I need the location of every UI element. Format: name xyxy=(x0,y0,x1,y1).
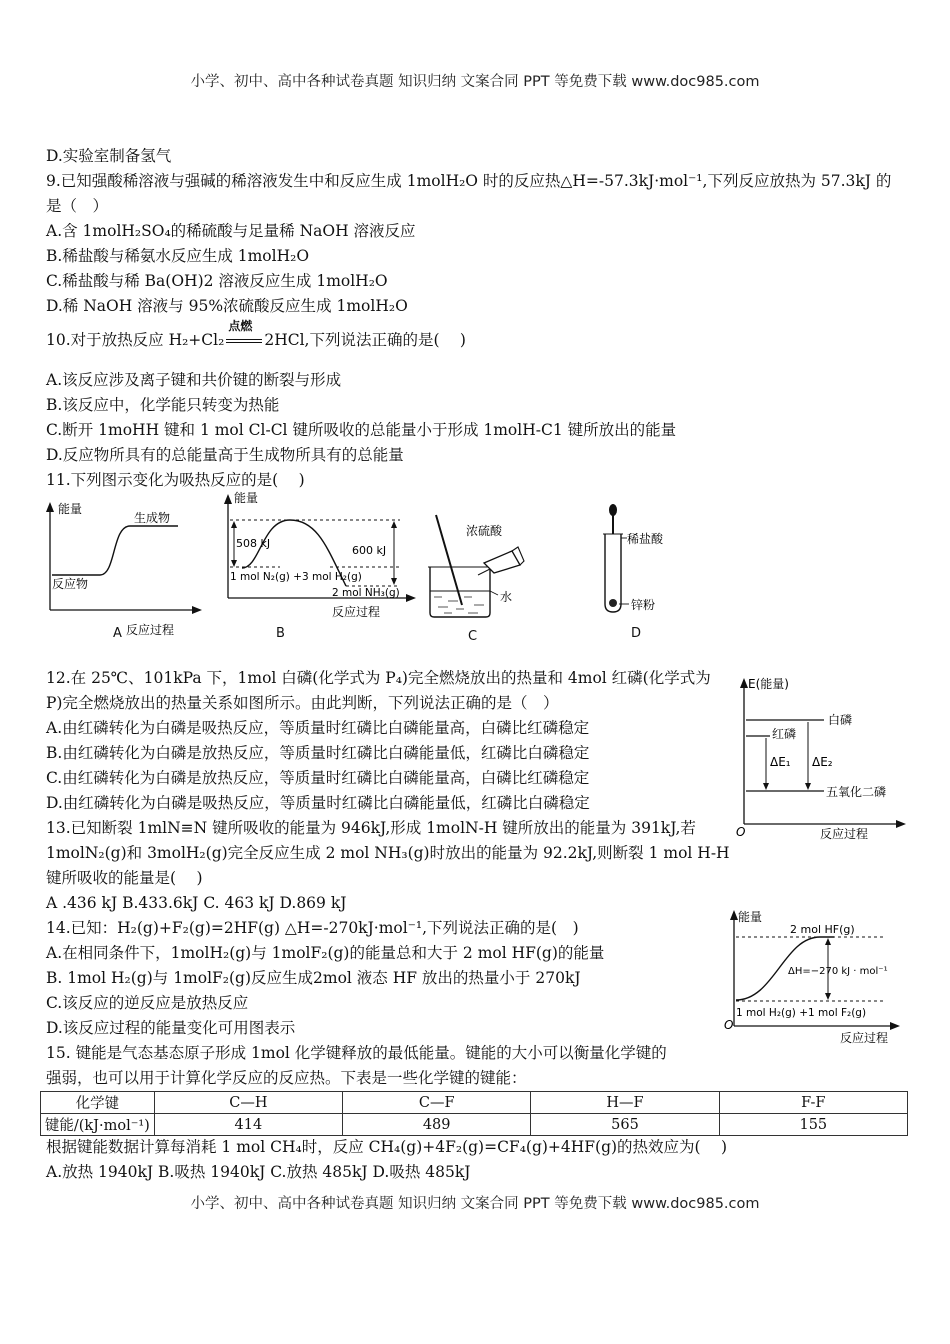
red-phosphorus-label: 红磷 xyxy=(772,727,797,741)
page-header: 小学、初中、高中各种试卷真题 知识归纳 文案合同 PPT 等免费下载 www.doc985.com xyxy=(190,74,760,90)
q14-fig-dh-label: ΔH=−270 kJ · mol⁻¹ xyxy=(788,966,888,977)
q12-fig-ylabel: E(能量) xyxy=(748,677,789,691)
q10-stem xyxy=(46,319,466,350)
q13-options: A .436 kJ B.433.6kJ C. 463 kJ D.869 kJ xyxy=(46,894,347,912)
fig-d-caption: D xyxy=(631,626,642,641)
page-footer: 小学、初中、高中各种试卷真题 知识归纳 文案合同 PPT 等免费下载 www.doc985.com xyxy=(190,1196,760,1212)
q14-fig-ylabel: 能量 xyxy=(738,910,763,924)
glass-rod xyxy=(436,515,462,605)
fig-a-caption: A xyxy=(113,626,122,641)
fig-a-product-label: 生成物 xyxy=(134,511,171,525)
figure-d xyxy=(595,500,695,644)
table-header-row xyxy=(41,1092,908,1114)
q12-option-a: A.由红磷转化为白磷是吸热反应，等质量时红磷比白磷能量高，白磷比红磷稳定 xyxy=(46,719,590,737)
table-row xyxy=(41,1114,908,1136)
q12-stem-line1: 12.在 25℃、101kPa 下，1mol 白磷(化学式为 P₄)完全燃烧放出的热量和 4mol 红磷(化学式为 xyxy=(46,669,711,687)
fig-b-total-label: 600 kJ xyxy=(352,544,387,557)
q12-fig-origin: O xyxy=(736,825,746,839)
table-cell: C—H xyxy=(154,1092,342,1114)
table-cell: C—F xyxy=(343,1092,531,1114)
figure-a xyxy=(38,498,208,652)
energy-curve xyxy=(52,526,178,575)
q15-options: A.放热 1940kJ B.吸热 1940kJ C.放热 485kJ D.吸热 485kJ xyxy=(46,1163,471,1181)
q11-stem: 11.下列图示变化为吸热反应的是( ) xyxy=(46,471,305,489)
q14-fig-bottom-label: 1 mol H₂(g) +1 mol F₂(g) xyxy=(736,1007,867,1019)
q14-stem: 14.已知：H₂(g)+F₂(g)=2HF(g) △H=-270kJ·mol⁻¹,下列说法正确的是( ) xyxy=(46,919,579,937)
q10-option-a: A.该反应涉及离子键和共价键的断裂与形成 xyxy=(46,371,342,389)
q10-option-d: D.反应物所具有的总能量高于生成物所具有的总能量 xyxy=(46,446,404,464)
q12-option-d: D.由红磷转化为白磷是吸热反应，等质量时红磷比白磷能量低，红磷比白磷稳定 xyxy=(46,794,590,812)
q9-option-c: C.稀盐酸与稀 Ba(OH)2 溶液反应生成 1molH₂O xyxy=(46,272,388,290)
hf-energy-diagram xyxy=(724,906,908,1050)
table-cell: H—F xyxy=(531,1092,719,1114)
q9-option-d: D.稀 NaOH 溶液与 95%浓硫酸反应生成 1molH₂O xyxy=(46,297,408,315)
q9-stem-line2: 是（ ） xyxy=(46,197,109,215)
q15-stem-line2: 强弱，也可以用于计算化学反应的反应热。下表是一些化学键的键能： xyxy=(46,1069,527,1087)
table-cell: 489 xyxy=(343,1114,531,1136)
q13-stem-line2: 1molN₂(g)和 3molH₂(g)完全反应生成 2 mol NH₃(g)时放出的能量为 92.2kJ,则断裂 1 mol H-H xyxy=(46,844,730,862)
fig-b-caption: B xyxy=(276,626,285,641)
q10-stem-post: 2HCl,下列说法正确的是( ) xyxy=(264,331,466,349)
table-cell: 化学键 xyxy=(41,1092,155,1114)
q10-stem-pre: 10.对于放热反应 H₂+Cl₂ xyxy=(46,331,225,349)
fig-c-water-label: 水 xyxy=(500,590,513,604)
fig-a-xlabel: 反应过程 xyxy=(126,623,175,637)
q9-option-a: A.含 1molH₂SO₄的稀硫酸与足量稀 NaOH 溶液反应 xyxy=(46,222,416,240)
q14-fig-origin: O xyxy=(724,1018,734,1032)
q15-stem-line3: 根据键能数据计算每消耗 1 mol CH₄时，反应 CH₄(g)+4F₂(g)=CF₄(g)+4HF(g)的热效应为( ) xyxy=(46,1138,728,1156)
q10-condition: 点燃 xyxy=(228,319,253,333)
table-cell: F-F xyxy=(719,1092,907,1114)
q14-option-d: D.该反应过程的能量变化可用图表示 xyxy=(46,1019,296,1037)
q12-option-c: C.由红磷转化为白磷是放热反应，等质量时红磷比白磷能量高，白磷比红磷稳定 xyxy=(46,769,590,787)
phosphorus-pentoxide-label: 五氧化二磷 xyxy=(826,785,887,799)
phosphorus-energy-diagram xyxy=(734,672,910,848)
q10-option-b: B.该反应中，化学能只转变为热能 xyxy=(46,396,280,414)
q13-stem-line3: 键所吸收的能量是( ) xyxy=(46,869,203,887)
fig-b-product-label: 2 mol NH₃(g) xyxy=(332,587,400,599)
figure-b xyxy=(220,490,420,652)
fig-c-acid-label: 浓硫酸 xyxy=(466,524,503,538)
table-cell: 565 xyxy=(531,1114,719,1136)
table-cell: 414 xyxy=(154,1114,342,1136)
table-cell: 155 xyxy=(719,1114,907,1136)
fig-b-ylabel: 能量 xyxy=(234,491,259,505)
figure-c xyxy=(420,505,540,649)
q8-option-d: D.实验室制备氢气 xyxy=(46,147,172,165)
q14-fig-top-label: 2 mol HF(g) xyxy=(790,923,855,936)
q13-stem-line1: 13.已知断裂 1mlN≡N 键所吸收的能量为 946kJ,形成 1molN-H 键所放出的能量为 391kJ,若 xyxy=(46,819,696,837)
fig-a-reactant-label: 反应物 xyxy=(52,577,89,591)
q14-fig-xlabel: 反应过程 xyxy=(840,1031,889,1045)
zinc-powder xyxy=(609,599,617,607)
reaction-arrow xyxy=(224,319,264,350)
q9-stem-line1: 9.已知强酸稀溶液与强碱的稀溶液发生中和反应生成 1molH₂O 时的反应热△H=-57.3kJ·mol⁻¹,下列反应放热为 57.3kJ 的 xyxy=(46,172,892,190)
fig-d-acid-label: 稀盐酸 xyxy=(627,532,664,546)
white-phosphorus-label: 白磷 xyxy=(828,713,853,727)
fig-c-caption: C xyxy=(468,629,478,644)
q9-option-b: B.稀盐酸与稀氨水反应生成 1molH₂O xyxy=(46,247,310,265)
table-cell: 键能/(kJ·mol⁻¹) xyxy=(41,1114,155,1136)
q14-option-c: C.该反应的逆反应是放热反应 xyxy=(46,994,249,1012)
bond-energy-table xyxy=(40,1091,908,1136)
fig-d-metal-label: 锌粉 xyxy=(631,598,656,612)
fig-b-reactant-label: 1 mol N₂(g) +3 mol H₂(g) xyxy=(230,571,362,583)
q12-fig-xlabel: 反应过程 xyxy=(820,827,869,841)
q14-option-a: A.在相同条件下，1molH₂(g)与 1molF₂(g)的能量总和大于 2 mol HF(g)的能量 xyxy=(46,944,605,962)
fig-a-ylabel: 能量 xyxy=(58,502,83,516)
q15-stem-line1: 15. 键能是气态基态原子形成 1mol 化学键释放的最低能量。键能的大小可以衡量化学键的 xyxy=(46,1044,667,1062)
q12-stem-line2: P)完全燃烧放出的热量关系如图所示。由此判断，下列说法正确的是（ ） xyxy=(46,694,559,712)
q12-option-b: B.由红磷转化为白磷是放热反应，等质量时红磷比白磷能量低，红磷比白磷稳定 xyxy=(46,744,590,762)
fig-b-ea-label: 508 kJ xyxy=(236,537,271,550)
fig-b-xlabel: 反应过程 xyxy=(332,605,381,619)
q14-option-b: B. 1mol H₂(g)与 1molF₂(g)反应生成2mol 液态 HF 放出的热量小于 270kJ xyxy=(46,969,581,987)
q10-option-c: C.断开 1moHH 键和 1 mol Cl-Cl 键所吸收的总能量小于形成 1molH-C1 键所放出的能量 xyxy=(46,421,677,439)
delta-e2-label: ΔE₂ xyxy=(812,755,833,769)
delta-e1-label: ΔE₁ xyxy=(770,755,791,769)
